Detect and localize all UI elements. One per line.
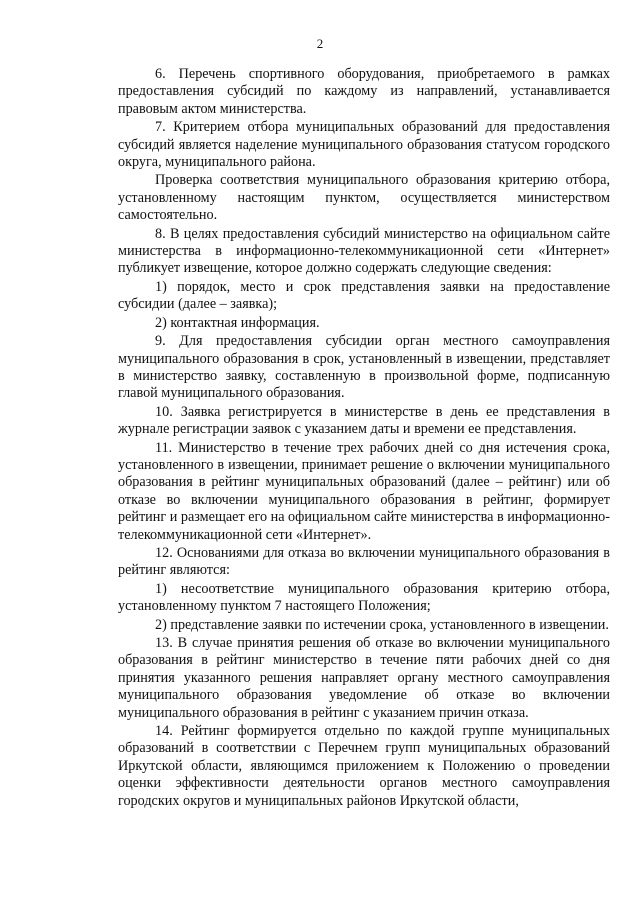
paragraph-14: 14. Рейтинг формируется отдельно по каждой группе муниципальных образований в соответствии с Перечнем групп муниципальных образований Иркутской области, являющимся приложением к Положению о проведении оценки эффективности деятельности органов местного самоуправления городских округов и муниципальных районов Иркутской области,	[118, 723, 610, 809]
paragraph-7: 7. Критерием отбора муниципальных образований для предоставления субсидий является наделение муниципального образования статусом городского округа, муниципального района.	[118, 119, 610, 171]
document-body	[118, 66, 610, 810]
page-number: 2	[316, 36, 324, 51]
paragraph-11: 11. Министерство в течение трех рабочих дней со дня истечения срока, установленного в извещении, принимает решение о включении муниципального образования в рейтинг муниципальных образований (далее – рейтинг) или об отказе во включении муниципального образования в рейтинг, формирует рейтинг и размещает его на официальном сайте министерства в информационно-телекоммуникационной сети «Интернет».	[118, 439, 610, 543]
paragraph-8-item-2: 2) контактная информация.	[155, 314, 320, 331]
paragraph-8-item-1: 1) порядок, место и срок представления заявки на предоставление субсидии (далее – заявка);	[118, 278, 610, 313]
paragraph-13: 13. В случае принятия решения об отказе во включении муниципального образования в рейтинг министерство в течение пяти рабочих дней со дня принятия указанного решения направляет органу местного самоуправления муниципального образования уведомление об отказе во включении муниципального образования в рейтинг с указанием причин отказа.	[118, 635, 610, 721]
paragraph-8: 8. В целях предоставления субсидий министерство на официальном сайте министерства в информационно-телекоммуникационной сети «Интернет» публикует извещение, которое должно содержать следующие сведения:	[118, 225, 610, 277]
paragraph-7-check: Проверка соответствия муниципального образования критерию отбора, установленному настоящим пунктом, осуществляется министерством самостоятельно.	[118, 172, 610, 224]
paragraph-9: 9. Для предоставления субсидии орган местного самоуправления муниципального образования в срок, установленный в извещении, представляет в министерство заявку, составленную в произвольной форме, подписанную главой муниципального образования.	[118, 333, 610, 402]
paragraph-12-item-2: 2) представление заявки по истечении срока, установленного в извещении.	[155, 616, 609, 633]
paragraph-12: 12. Основаниями для отказа во включении муниципального образования в рейтинг являются:	[118, 544, 610, 579]
paragraph-12-item-1: 1) несоответствие муниципального образования критерию отбора, установленному пунктом 7 настоящего Положения;	[118, 580, 610, 615]
paragraph-6: 6. Перечень спортивного оборудования, приобретаемого в рамках предоставления субсидий по каждому из направлений, устанавливается правовым актом министерства.	[118, 66, 610, 117]
paragraph-10: 10. Заявка регистрируется в министерстве в день ее представления в журнале регистрации заявок с указанием даты и времени ее представления.	[118, 403, 610, 438]
